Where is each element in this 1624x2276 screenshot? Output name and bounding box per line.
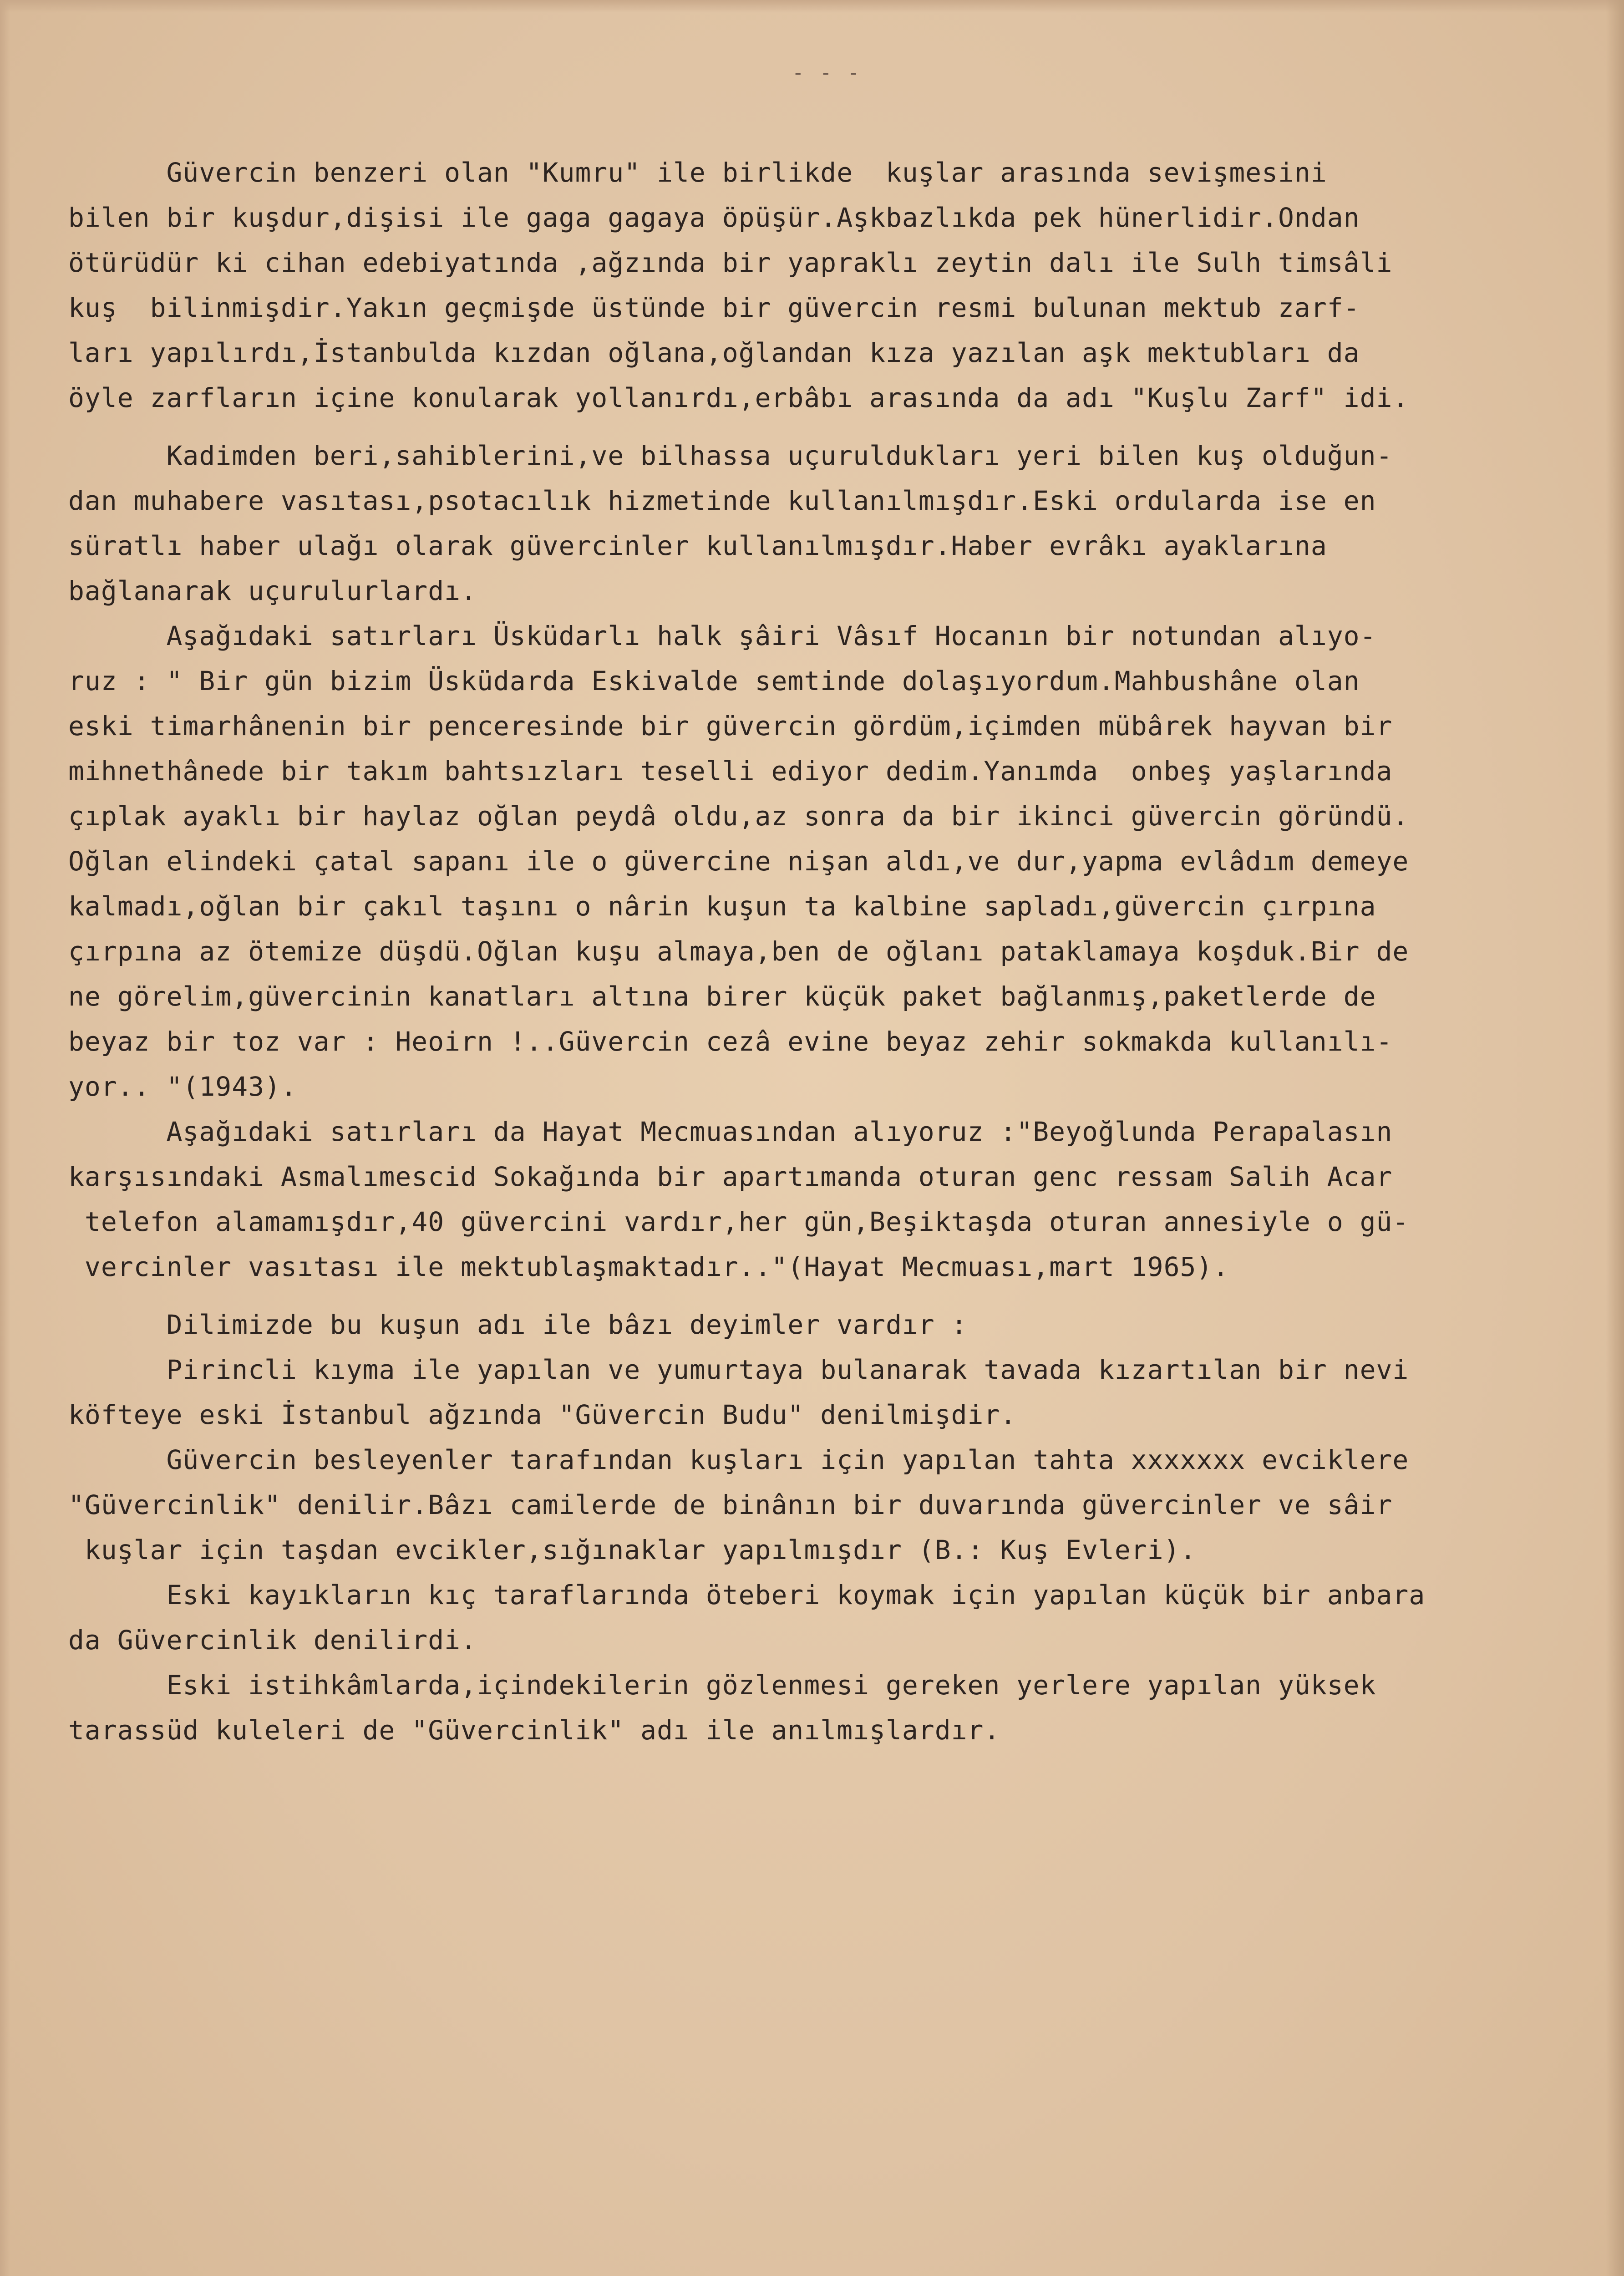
text-line: mihnethânede bir takım bahtsızları teselli ediyor dedim.Yanımda onbeş yaşlarında bbox=[68, 756, 1393, 787]
text-line: Oğlan elindeki çatal sapanı ile o güvercine nişan aldı,ve dur,yapma evlâdım demeye bbox=[68, 846, 1409, 877]
text-line: çıplak ayaklı bir haylaz oğlan peydâ oldu,az sonra da bir ikinci güvercin göründü. bbox=[68, 801, 1409, 832]
text-line: ne görelim,güvercinin kanatları altına birer küçük paket bağlanmış,paketlerde de bbox=[68, 981, 1376, 1012]
text-line: Aşağıdaki satırları Üsküdarlı halk şâiri Vâsıf Hocanın bir notundan alıyo- bbox=[68, 620, 1376, 651]
text-line: Eski istihkâmlarda,içindekilerin gözlenmesi gereken yerlere yapılan yüksek bbox=[68, 1670, 1376, 1701]
typewritten-text bbox=[68, 150, 1607, 1753]
text-line: öyle zarfların içine konularak yollanırdı,erbâbı arasında da adı "Kuşlu Zarf" idi. bbox=[68, 382, 1409, 413]
paragraph-gap bbox=[68, 421, 1607, 433]
text-line: Güvercin benzeri olan "Kumru" ile birlikde kuşlar arasında sevişmesini bbox=[68, 157, 1327, 188]
text-line: kalmadı,oğlan bir çakıl taşını o nârin kuşun ta kalbine sapladı,güvercin çırpına bbox=[68, 891, 1376, 922]
text-line: vercinler vasıtası ile mektublaşmaktadır.."(Hayat Mecmuası,mart 1965). bbox=[68, 1251, 1229, 1282]
text-line: Pirincli kıyma ile yapılan ve yumurtaya bulanarak tavada kızartılan bir nevi bbox=[68, 1354, 1409, 1385]
text-line: köfteye eski İstanbul ağzında "Güvercin Budu" denilmişdir. bbox=[68, 1399, 1017, 1430]
text-line: eski timarhânenin bir penceresinde bir güvercin gördüm,içimden mübârek hayvan bir bbox=[68, 711, 1393, 742]
text-line: Dilimizde bu kuşun adı ile bâzı deyimler vardır : bbox=[68, 1309, 968, 1340]
text-line: beyaz bir toz var : Heoirn !..Güvercin cezâ evine beyaz zehir sokmakda kullanılı- bbox=[68, 1026, 1393, 1057]
text-line: dan muhabere vasıtası,psotacılık hizmetinde kullanılmışdır.Eski ordularda ise en bbox=[68, 485, 1376, 516]
text-line: ötürüdür ki cihan edebiyatında ,ağzında bir yapraklı zeytin dalı ile Sulh timsâli bbox=[68, 247, 1393, 278]
text-line: Aşağıdaki satırları da Hayat Mecmuasından alıyoruz :"Beyoğlunda Perapalasın bbox=[68, 1116, 1393, 1147]
paper-edge-right bbox=[1606, 0, 1624, 2276]
page-mark: - - - bbox=[792, 61, 862, 84]
text-line: süratlı haber ulağı olarak güvercinler kullanılmışdır.Haber evrâkı ayaklarına bbox=[68, 530, 1327, 561]
text-line: tarassüd kuleleri de "Güvercinlik" adı ile anılmışlardır. bbox=[68, 1715, 1000, 1746]
text-line: Eski kayıkların kıç taraflarında öteberi koymak için yapılan küçük bir anbara bbox=[68, 1580, 1426, 1610]
paper-edge-top bbox=[0, 0, 1624, 13]
text-line: kuşlar için taşdan evcikler,sığınaklar yapılmışdır (B.: Kuş Evleri). bbox=[68, 1534, 1197, 1565]
text-line: kuş bilinmişdir.Yakın geçmişde üstünde bir güvercin resmi bulunan mektub zarf- bbox=[68, 292, 1360, 323]
paragraph-gap bbox=[68, 1290, 1607, 1302]
text-line: Güvercin besleyenler tarafından kuşları için yapılan tahta xxxxxxx evciklere bbox=[68, 1444, 1409, 1475]
text-line: ruz : " Bir gün bizim Üsküdarda Eskivalde semtinde dolaşıyordum.Mahbushâne olan bbox=[68, 666, 1360, 696]
text-line: çırpına az ötemize düşdü.Oğlan kuşu almaya,ben de oğlanı pataklamaya koşduk.Bir de bbox=[68, 936, 1409, 967]
text-line: karşısındaki Asmalımescid Sokağında bir apartımanda oturan genc ressam Salih Acar bbox=[68, 1161, 1393, 1192]
text-line: ları yapılırdı,İstanbulda kızdan oğlana,oğlandan kıza yazılan aşk mektubları da bbox=[68, 337, 1360, 368]
text-line: yor.. "(1943). bbox=[68, 1071, 297, 1102]
text-line: telefon alamamışdır,40 güvercini vardır,her gün,Beşiktaşda oturan annesiyle o gü- bbox=[68, 1206, 1409, 1237]
text-line: da Güvercinlik denilirdi. bbox=[68, 1625, 477, 1656]
text-line: "Güvercinlik" denilir.Bâzı camilerde de binânın bir duvarında güvercinler ve sâir bbox=[68, 1489, 1393, 1520]
paper-edge-left bbox=[0, 0, 10, 2276]
text-line: bağlanarak uçurulurlardı. bbox=[68, 575, 477, 606]
text-line: Kadimden beri,sahiblerini,ve bilhassa uçuruldukları yeri bilen kuş olduğun- bbox=[68, 440, 1393, 471]
text-line: bilen bir kuşdur,dişisi ile gaga gagaya öpüşür.Aşkbazlıkda pek hünerlidir.Ondan bbox=[68, 202, 1360, 233]
